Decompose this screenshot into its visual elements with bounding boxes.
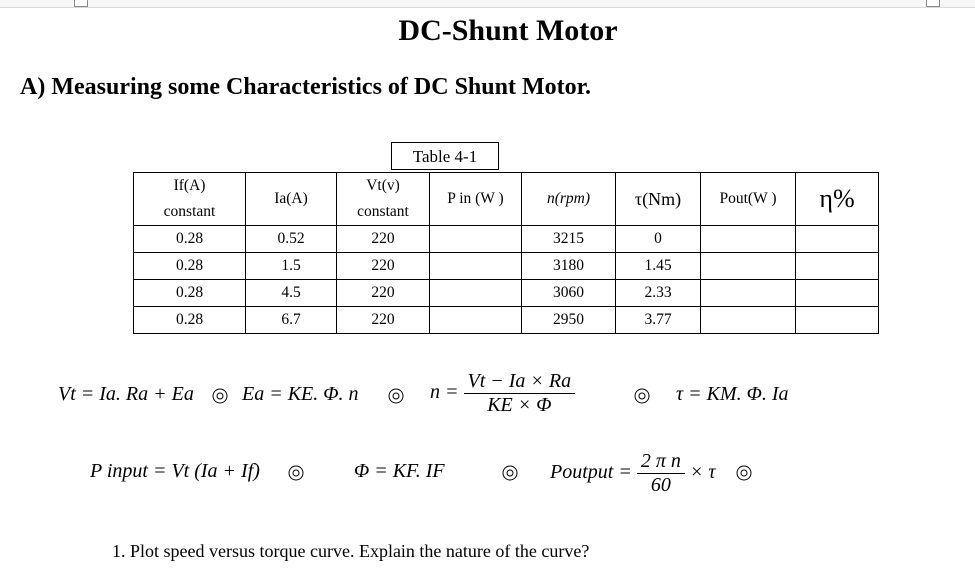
table-caption: Table 4-1 — [391, 142, 499, 170]
header-if — [134, 173, 246, 226]
table-row — [134, 280, 879, 307]
cell-efficiency — [796, 280, 879, 307]
header-pout: Pout(W ) — [701, 173, 796, 226]
table-row — [134, 307, 879, 334]
formula-torque: τ = KM. Φ. Ia — [676, 383, 789, 405]
header-ia: Ia(A) — [246, 173, 337, 226]
formula-terminal-voltage: Vt = Ia. Ra + Ea — [58, 383, 194, 405]
cell-pout — [701, 226, 796, 253]
cell-speed: 3060 — [522, 280, 616, 307]
formula-output-power-denominator: 60 — [650, 474, 671, 496]
cell-pout — [701, 307, 796, 334]
task-item: 1. Plot speed versus torque curve. Explain the nature of the curve? — [112, 541, 590, 561]
cell-vt: 220 — [337, 226, 430, 253]
cell-ia: 0.52 — [246, 226, 337, 253]
formula-input-power: P input = Vt (Ia + If) — [90, 460, 260, 482]
equation-separator-icon — [288, 465, 304, 481]
header-if-label: If(A) — [173, 177, 206, 194]
cell-pout — [701, 253, 796, 280]
cell-efficiency — [796, 253, 879, 280]
cell-ia: 1.5 — [246, 253, 337, 280]
header-pin: P in (W ) — [430, 173, 522, 226]
header-speed: n(rpm) — [522, 173, 616, 226]
cell-if: 0.28 — [134, 280, 246, 307]
header-efficiency: η% — [796, 173, 879, 226]
cell-if: 0.28 — [134, 307, 246, 334]
cell-efficiency — [796, 307, 879, 334]
cell-vt: 220 — [337, 280, 430, 307]
cell-pin — [430, 253, 522, 280]
equation-separator-icon — [736, 465, 752, 481]
equation-separator-icon — [212, 388, 228, 404]
formula-speed-fraction — [464, 370, 576, 417]
formula-speed-lhs: n = — [430, 381, 459, 404]
measurement-table — [133, 172, 879, 334]
cell-pin — [430, 307, 522, 334]
cell-speed: 3180 — [522, 253, 616, 280]
page-title: DC-Shunt Motor — [398, 14, 618, 47]
cell-pin — [430, 226, 522, 253]
header-vt — [337, 173, 430, 226]
cell-vt: 220 — [337, 253, 430, 280]
table-row — [134, 253, 879, 280]
equation-separator-icon — [388, 388, 404, 404]
cell-speed: 3215 — [522, 226, 616, 253]
formula-output-power-lhs: Poutput = — [550, 461, 632, 484]
cell-speed: 2950 — [522, 307, 616, 334]
formula-output-power-numerator: 2 π n — [637, 450, 685, 474]
cell-torque: 2.33 — [616, 280, 701, 307]
header-vt-sub: constant — [357, 203, 409, 220]
cell-pin — [430, 280, 522, 307]
page-corner-marker-right — [926, 0, 940, 7]
table-row — [134, 226, 879, 253]
header-torque: τ(Nm) — [616, 173, 701, 226]
cell-pout — [701, 280, 796, 307]
formula-speed-denominator: KE × Φ — [487, 394, 552, 416]
formula-speed-numerator: Vt − Ia × Ra — [464, 370, 576, 394]
formula-output-power-fraction — [637, 450, 685, 497]
cell-torque: 3.77 — [616, 307, 701, 334]
header-vt-label: Vt(v) — [366, 177, 400, 194]
formula-back-emf: Ea = KE. Φ. n — [242, 383, 359, 405]
section-heading: A) Measuring some Characteristics of DC Shunt Motor. — [20, 74, 592, 100]
cell-torque: 0 — [616, 226, 701, 253]
equation-separator-icon — [502, 465, 518, 481]
document-top-ruler — [0, 0, 975, 8]
cell-if: 0.28 — [134, 253, 246, 280]
page-corner-marker-left — [74, 0, 88, 7]
formula-speed — [430, 370, 575, 417]
cell-ia: 6.7 — [246, 307, 337, 334]
table-header-row — [134, 173, 879, 226]
equation-separator-icon — [634, 388, 650, 404]
cell-ia: 4.5 — [246, 280, 337, 307]
header-if-sub: constant — [163, 203, 216, 220]
cell-if: 0.28 — [134, 226, 246, 253]
cell-torque: 1.45 — [616, 253, 701, 280]
cell-efficiency — [796, 226, 879, 253]
formula-output-power-tail: × τ — [689, 461, 716, 484]
formula-output-power — [550, 450, 716, 497]
formula-flux: Φ = KF. IF — [354, 460, 445, 482]
cell-vt: 220 — [337, 307, 430, 334]
